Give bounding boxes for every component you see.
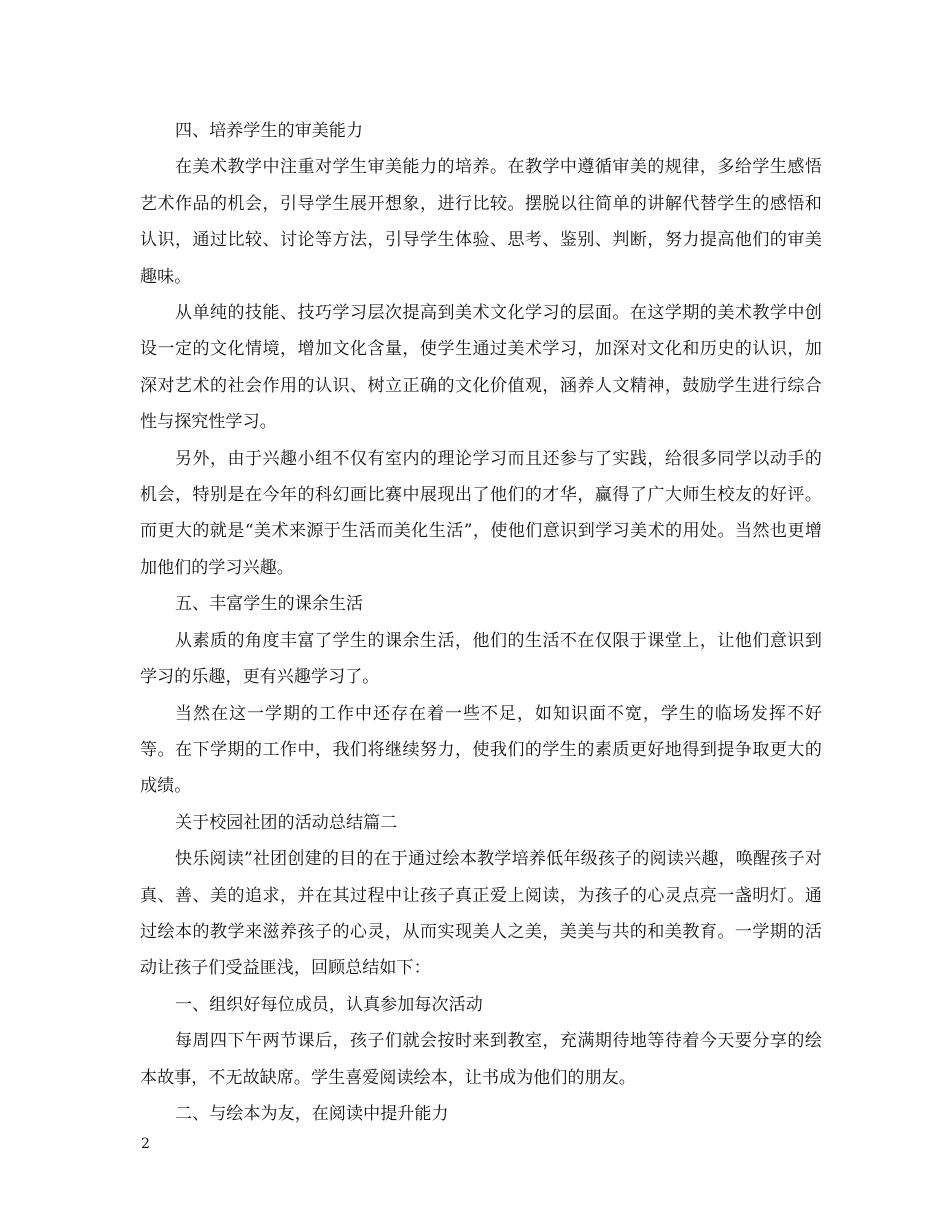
paragraph: 另外，由于兴趣小组不仅有室内的理论学习而且还参与了实践，给很多同学以动手的机会，特别是在今年的科幻画比赛中展现出了他们的才华，赢得了广大师生校友的好评。而更大的就是“美术来源于生活而美化生活”，使他们意识到学习美术的用处。当然也更增加他们的学习兴趣。 <box>140 448 822 578</box>
section-heading-extracurricular: 五、丰富学生的课余生活 <box>175 594 364 615</box>
paragraph: 当然在这一学期的工作中还存在着一些不足，如知识面不宽，学生的临场发挥不好等。在下学期的工作中，我们将继续努力，使我们的学生的素质更好地得到提争取更大的成绩。 <box>140 703 822 797</box>
paragraph: 从素质的角度丰富了学生的课余生活，他们的生活不在仅限于课堂上，让他们意识到学习的乐趣，更有兴趣学习了。 <box>140 630 822 688</box>
paragraph: 快乐阅读”社团创建的目的在于通过绘本教学培养低年级孩子的阅读兴趣，唤醒孩子对真、善、美的追求，并在其过程中让孩子真正爱上阅读，为孩子的心灵点亮一盏明灯。通过绘本的教学来滋养孩子的心灵，从而实现美人之美，美美与共的和美教育。一学期的活动让孩子们受益匪浅，回顾总结如下： <box>140 849 822 979</box>
section-heading-picture-books: 二、与绘本为友，在阅读中提升能力 <box>175 1103 449 1124</box>
page-number: 2 <box>141 1136 150 1152</box>
section-heading-aesthetic: 四、培养学生的审美能力 <box>175 121 364 141</box>
paragraph: 在美术教学中注重对学生审美能力的培养。在教学中遵循审美的规律，多给学生感悟艺术作品的机会，引导学生展开想象，进行比较。摆脱以往简单的讲解代替学生的感悟和认识，通过比较、讨论等方法，引导学生体验、思考、鉴别、判断，努力提高他们的审美趣味。 <box>140 157 822 287</box>
section-heading-organize: 一、组织好每位成员，认真参加每次活动 <box>175 994 483 1015</box>
paragraph: 从单纯的技能、技巧学习层次提高到美术文化学习的层面。在这学期的美术教学中创设一定的文化情境，增加文化含量，使学生通过美术学习，加深对文化和历史的认识，加深对艺术的社会作用的认识、树立正确的文化价值观，涵养人文精神，鼓励学生进行综合性与探究性学习。 <box>140 303 822 433</box>
document-body <box>140 113 822 1132</box>
article-title-part-two: 关于校园社团的活动总结篇二 <box>175 812 398 833</box>
paragraph: 每周四下午两节课后，孩子们就会按时来到教室，充满期待地等待着今天要分享的绘本故事，不无故缺席。学生喜爱阅读绘本，让书成为他们的朋友。 <box>140 1031 822 1088</box>
